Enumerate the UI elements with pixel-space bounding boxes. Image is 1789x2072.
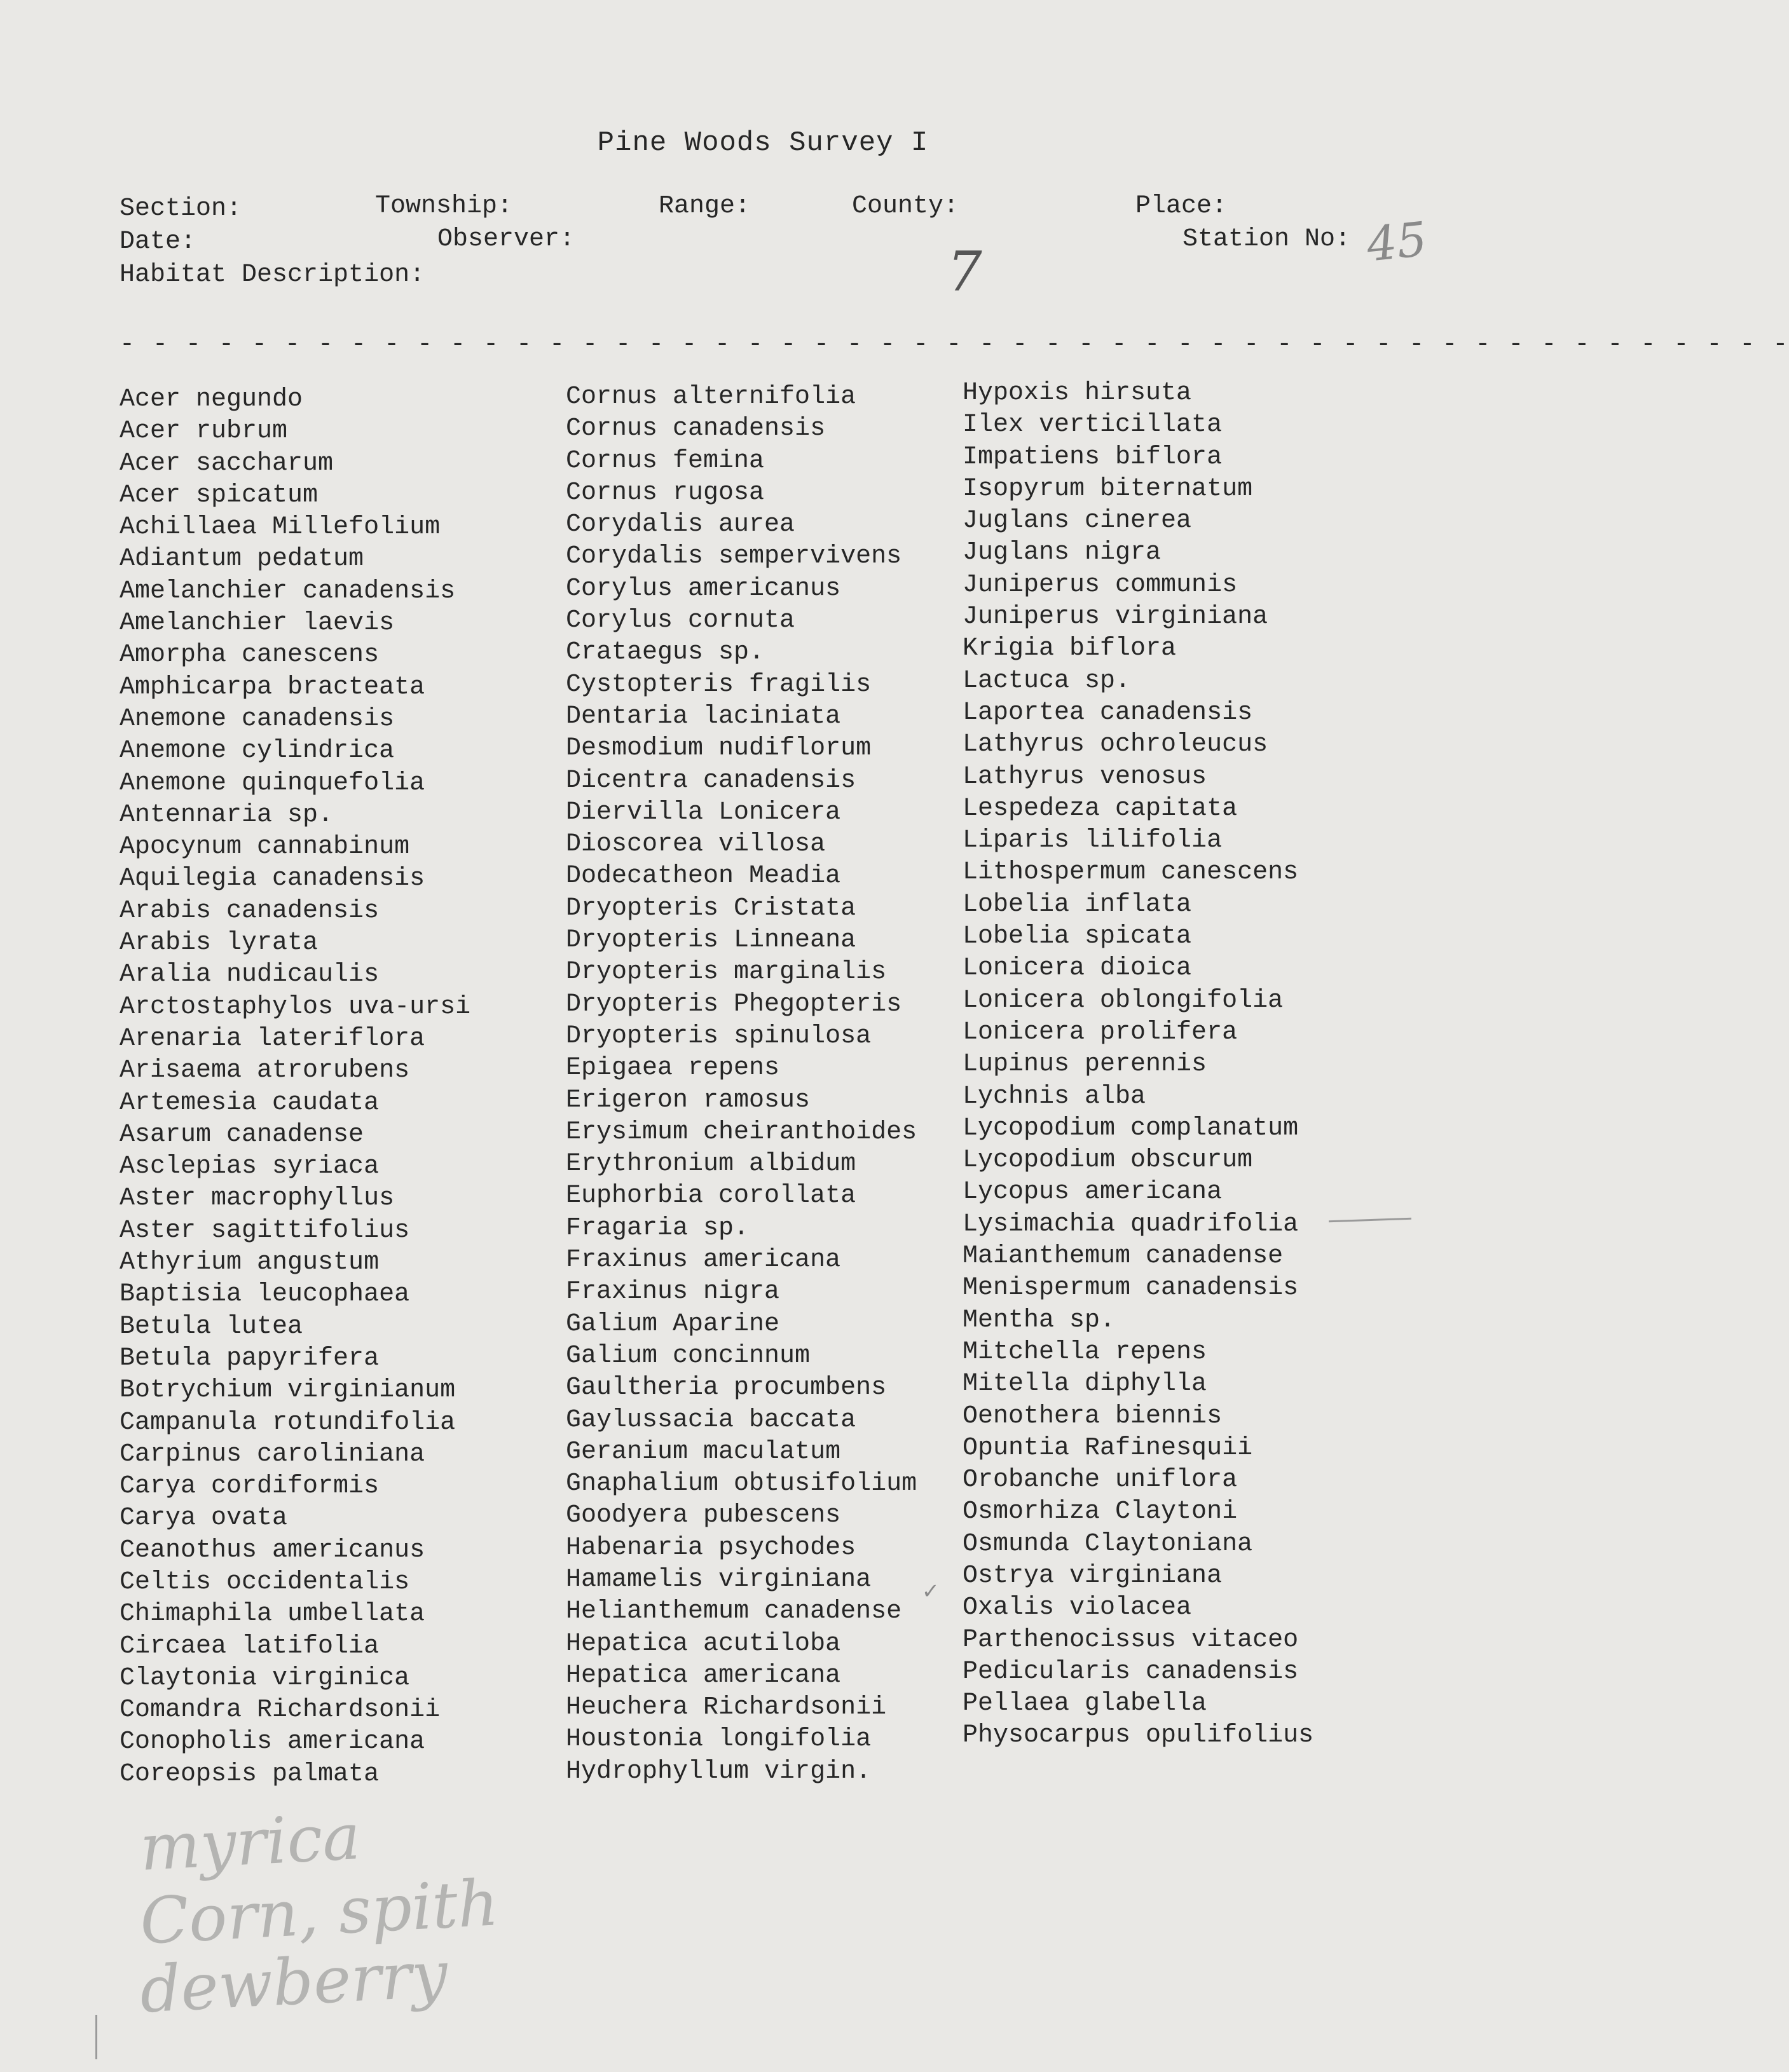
species-item: Corylus americanus	[566, 574, 841, 603]
species-item: Menispermum canadensis	[963, 1274, 1299, 1303]
species-item: Anemone cylindrica	[120, 737, 395, 766]
species-item: Gnaphalium obtusifolium	[566, 1469, 917, 1499]
species-item: Lysimachia quadrifolia	[963, 1210, 1299, 1239]
date-label: Date:	[120, 228, 196, 256]
species-column-3	[963, 378, 1313, 1752]
species-item: Dryopteris Phegopteris	[566, 990, 902, 1019]
species-item: Ilex verticillata	[963, 411, 1223, 440]
species-item: Dryopteris Linneana	[566, 926, 856, 955]
species-item: Crataegus sp.	[566, 638, 765, 667]
species-item: Dentaria laciniata	[566, 702, 841, 731]
species-item: Juglans cinerea	[963, 507, 1192, 536]
species-item: Corylus cornuta	[566, 606, 795, 636]
species-item: Houstonia longifolia	[566, 1725, 872, 1754]
species-item: Opuntia Rafinesquii	[963, 1433, 1253, 1462]
county-label: County:	[852, 192, 959, 221]
species-item: Orobanche uniflora	[963, 1466, 1238, 1495]
species-item: Lobelia spicata	[963, 922, 1192, 951]
species-item: Dryopteris marginalis	[566, 958, 887, 987]
species-item: Achillaea Millefolium	[120, 513, 441, 542]
species-item: Cornus canadensis	[566, 414, 826, 444]
species-item: Hepatica acutiloba	[566, 1629, 841, 1658]
species-item: Erysimum cheiranthoides	[566, 1117, 917, 1147]
species-item: Isopyrum biternatum	[963, 474, 1253, 503]
species-item: Pellaea glabella	[963, 1689, 1207, 1719]
species-item: Lonicera prolifera	[963, 1018, 1238, 1047]
species-item: Oenothera biennis	[963, 1401, 1223, 1431]
handwritten-number: 7	[947, 240, 982, 304]
species-item: Artemesia caudata	[120, 1088, 380, 1117]
species-item: Erigeron ramosus	[566, 1086, 811, 1115]
species-item: Dicentra canadensis	[566, 766, 856, 795]
species-item: Mitchella repens	[963, 1337, 1207, 1367]
place-label: Place:	[1135, 192, 1228, 221]
species-item: Cornus rugosa	[566, 478, 765, 507]
species-item: Euphorbia corollata	[566, 1182, 856, 1211]
species-item: Lychnis alba	[963, 1082, 1146, 1111]
section-label: Section:	[120, 194, 242, 223]
species-item: Lycopodium obscurum	[963, 1146, 1253, 1175]
species-item: Ostrya virginiana	[963, 1561, 1223, 1590]
species-item: Dryopteris spinulosa	[566, 1021, 872, 1051]
divider-line: - - - - - - - - - - - - - - - - - - - - - - - - - - - - - - - - - - - - - - - - - - - - - - - - - - -	[120, 331, 1789, 359]
species-item: Carya cordiformis	[120, 1472, 380, 1501]
species-item: Oxalis violacea	[963, 1593, 1192, 1623]
species-item: Carpinus caroliniana	[120, 1440, 425, 1469]
range-label: Range:	[659, 192, 751, 221]
handwritten-note-1: myrica	[138, 1799, 362, 1885]
species-item: Osmorhiza Claytoni	[963, 1497, 1238, 1527]
species-item: Amelanchier canadensis	[120, 576, 456, 606]
species-item: Betula lutea	[120, 1312, 303, 1341]
species-item: Arabis canadensis	[120, 896, 380, 925]
species-item: Asclepias syriaca	[120, 1152, 380, 1182]
species-item: Gaultheria procumbens	[566, 1373, 887, 1403]
species-item: Aster sagittifolius	[120, 1216, 410, 1245]
species-item: Amelanchier laevis	[120, 609, 395, 638]
species-item: Antennaria sp.	[120, 800, 334, 829]
species-item: Fragaria sp.	[566, 1213, 750, 1243]
species-item: Campanula rotundifolia	[120, 1408, 456, 1437]
species-item: Lonicera dioica	[963, 954, 1192, 983]
species-item: Circaea latifolia	[120, 1632, 380, 1661]
species-item: Ceanothus americanus	[120, 1536, 425, 1565]
species-item: Celtis occidentalis	[120, 1567, 410, 1597]
species-item: Dryopteris Cristata	[566, 894, 856, 923]
species-item: Cystopteris fragilis	[566, 670, 872, 699]
species-item: Lupinus perennis	[963, 1050, 1207, 1079]
species-item: Conopholis americana	[120, 1728, 425, 1757]
species-column-2	[566, 381, 917, 1788]
species-item: Lobelia inflata	[963, 890, 1192, 919]
species-item: Lathyrus venosus	[963, 762, 1207, 791]
species-item: Chimaphila umbellata	[120, 1600, 425, 1629]
species-item: Fraxinus nigra	[566, 1278, 780, 1307]
species-item: Adiantum pedatum	[120, 545, 364, 574]
species-item: Pedicularis canadensis	[963, 1657, 1299, 1686]
species-item: Osmunda Claytoniana	[963, 1529, 1253, 1558]
species-item: Lonicera oblongifolia	[963, 986, 1284, 1015]
species-item: Lycopus americana	[963, 1178, 1223, 1207]
species-item: Apocynum cannabinum	[120, 833, 410, 862]
handwritten-note-3: dewberry	[138, 1937, 449, 2028]
pencil-tick-mark	[1329, 1218, 1411, 1223]
species-item: Goodyera pubescens	[566, 1501, 841, 1530]
species-item: Helianthemum canadense	[566, 1597, 902, 1626]
species-item: Acer rubrum	[120, 417, 288, 446]
observer-label: Observer:	[437, 225, 575, 254]
species-item: Juglans nigra	[963, 538, 1162, 568]
species-item: Acer saccharum	[120, 449, 334, 478]
species-item: Baptisia leucophaea	[120, 1280, 410, 1309]
species-item: Asarum canadense	[120, 1120, 364, 1149]
species-item: Cornus alternifolia	[566, 383, 856, 411]
species-item: Lactuca sp.	[963, 666, 1131, 695]
species-item: Aster macrophyllus	[120, 1184, 395, 1213]
species-item: Juniperus virginiana	[963, 603, 1268, 632]
species-item: Lithospermum canescens	[963, 858, 1299, 887]
species-item: Athyrium angustum	[120, 1248, 380, 1278]
species-item: Mitella diphylla	[963, 1370, 1207, 1399]
species-item: Epigaea repens	[566, 1054, 780, 1083]
species-item: Aquilegia canadensis	[120, 864, 425, 894]
species-item: Liparis lilifolia	[963, 826, 1223, 855]
species-item: Arenaria lateriflora	[120, 1024, 425, 1053]
species-item: Hepatica americana	[566, 1661, 841, 1690]
species-item: Anemone canadensis	[120, 704, 395, 733]
species-item: Heuchera Richardsonii	[566, 1693, 887, 1722]
species-item: Carya ovata	[120, 1504, 288, 1533]
township-label: Township:	[375, 192, 513, 221]
pencil-stroke	[95, 2015, 97, 2059]
species-item: Cornus femina	[566, 446, 765, 475]
station-number-handwritten: 45	[1364, 212, 1430, 273]
handwritten-note-2: Corn, spith	[138, 1865, 501, 1959]
species-item: Krigia biflora	[963, 634, 1177, 664]
species-item: Erythronium albidum	[566, 1150, 856, 1179]
species-item: Lycopodium complanatum	[963, 1114, 1299, 1143]
species-item: Dodecatheon Meadia	[566, 862, 841, 891]
species-item: Botrychium virginianum	[120, 1376, 456, 1405]
check-mark: ✓	[923, 1579, 938, 1606]
habitat-description-label: Habitat Description:	[120, 261, 425, 289]
species-item: Physocarpus opulifolius	[963, 1721, 1314, 1750]
species-item: Hydrophyllum virgin.	[566, 1757, 872, 1786]
species-item: Lathyrus ochroleucus	[963, 730, 1268, 760]
species-item: Galium Aparine	[566, 1309, 780, 1339]
species-item: Fraxinus americana	[566, 1246, 841, 1275]
species-item: Acer negundo	[120, 385, 303, 414]
species-item: Comandra Richardsonii	[120, 1696, 441, 1725]
species-item: Parthenocissus vitaceo	[963, 1625, 1299, 1654]
species-item: Juniperus communis	[963, 570, 1238, 599]
species-item: Dioscorea villosa	[566, 830, 826, 859]
species-column-1	[120, 384, 470, 1790]
species-item: Lespedeza capitata	[963, 794, 1238, 823]
species-item: Diervilla Lonicera	[566, 798, 841, 827]
species-item: Acer spicatum	[120, 481, 319, 510]
species-item: Habenaria psychodes	[566, 1533, 856, 1562]
species-item: Desmodium nudiflorum	[566, 734, 872, 763]
species-item: Arabis lyrata	[120, 929, 319, 958]
species-item: Claytonia virginica	[120, 1663, 410, 1693]
species-item: Hypoxis hirsuta	[963, 379, 1192, 407]
species-item: Arisaema atrorubens	[120, 1056, 410, 1086]
species-item: Betula papyrifera	[120, 1344, 380, 1373]
species-item: Arctostaphylos uva-ursi	[120, 992, 471, 1021]
species-item: Amphicarpa bracteata	[120, 672, 425, 702]
species-item: Corydalis aurea	[566, 510, 795, 540]
species-item: Galium concinnum	[566, 1341, 811, 1370]
species-item: Impatiens biflora	[963, 442, 1223, 472]
station-no-label: Station No:	[1182, 225, 1351, 254]
species-item: Geranium maculatum	[566, 1437, 841, 1466]
page-title: Pine Woods Survey I	[597, 127, 929, 159]
species-item: Hamamelis virginiana	[566, 1565, 872, 1594]
species-item: Coreopsis palmata	[120, 1759, 380, 1789]
species-item: Maianthemum canadense	[963, 1242, 1284, 1271]
species-item: Mentha sp.	[963, 1305, 1116, 1335]
species-item: Corydalis sempervivens	[566, 542, 902, 571]
species-item: Amorpha canescens	[120, 641, 380, 670]
species-item: Anemone quinquefolia	[120, 768, 425, 798]
species-item: Laportea canadensis	[963, 698, 1253, 727]
species-item: Aralia nudicaulis	[120, 960, 380, 990]
species-item: Gaylussacia baccata	[566, 1405, 856, 1435]
